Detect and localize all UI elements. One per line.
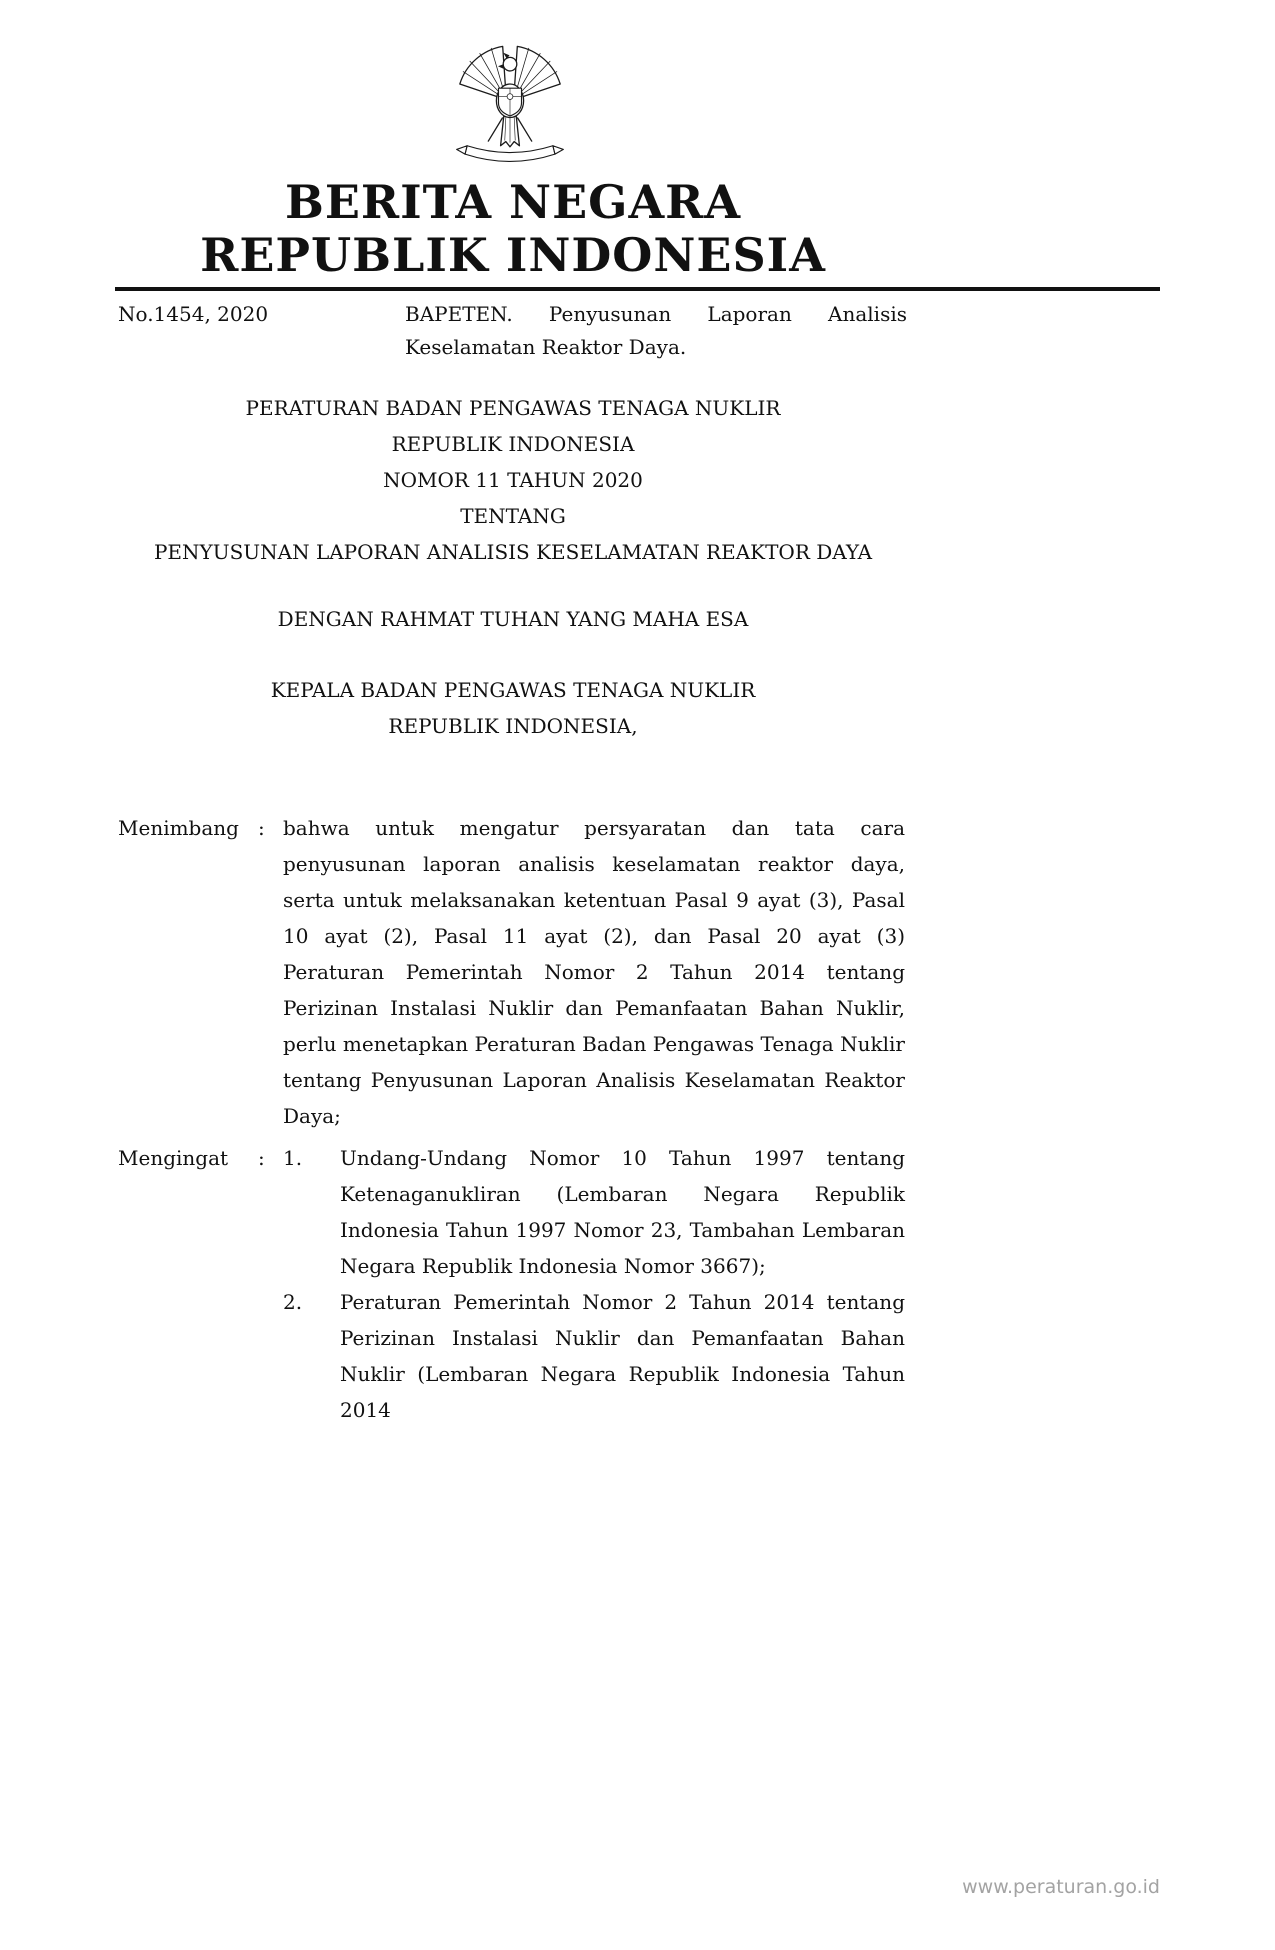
- masthead: [118, 176, 908, 282]
- menimbang-text: bahwa untuk mengatur persyaratan dan tata cara penyusunan laporan analisis keselamatan reaktor daya, serta untuk melaksanakan ketentuan Pasal 9 ayat (3), Pasal 10 ayat (2), Pasal 11 ayat (2), dan Pasal 20 ayat (3) Peraturan Pemerintah Nomor 2 Tahun 2014 tentang Perizinan Instalasi Nuklir dan Pemanfaatan Bahan Nuklir, perlu menetapkan Peraturan Badan Pengawas Tenaga Nuklir tentang Penyusunan Laporan Analisis Keselamatan Reaktor Daya;: [283, 816, 905, 1128]
- mengingat-clause: [118, 1140, 905, 1428]
- invocation-line: DENGAN RAHMAT TUHAN YANG MAHA ESA: [277, 607, 749, 631]
- legal-basis-item: [283, 1140, 905, 1284]
- regulation-title: [118, 390, 908, 570]
- regulation-title-line-3: NOMOR 11 TAHUN 2020: [383, 468, 643, 492]
- garuda-pancasila-emblem: [452, 38, 568, 174]
- footer-watermark-url: www.peraturan.go.id: [962, 1876, 1160, 1898]
- mengingat-list: [283, 1140, 905, 1428]
- regulation-title-line-2: REPUBLIK INDONESIA: [391, 432, 635, 456]
- menimbang-clause: [118, 810, 905, 1134]
- gazette-subject: [405, 298, 907, 364]
- menimbang-colon: :: [258, 816, 265, 840]
- gazette-number: No.1454, 2020: [118, 302, 269, 326]
- regulation-title-line-1: PERATURAN BADAN PENGAWAS TENAGA NUKLIR: [245, 396, 781, 420]
- regulation-title-line-5: PENYUSUNAN LAPORAN ANALISIS KESELAMATAN REAKTOR DAYA: [153, 540, 873, 564]
- mengingat-label: Mengingat: [118, 1146, 229, 1170]
- gazette-subject-line-2: Keselamatan Reaktor Daya.: [405, 335, 687, 359]
- menimbang-label: Menimbang: [118, 816, 239, 840]
- legal-basis-item-text: Undang-Undang Nomor 10 Tahun 1997 tentang Ketenaganukliran (Lembaran Negara Republik Indonesia Tahun 1997 Nomor 23, Tambahan Lembaran Negara Republik Indonesia Nomor 3667);: [340, 1146, 905, 1278]
- gazette-subject-line-1: BAPETEN. Penyusunan Laporan Analisis: [405, 302, 907, 326]
- legal-basis-item: [283, 1284, 905, 1428]
- legal-basis-item-number: 2.: [283, 1290, 303, 1314]
- gazette-header-row: [118, 298, 908, 364]
- authority-line-2: REPUBLIK INDONESIA,: [388, 714, 638, 738]
- masthead-line-2: REPUBLIK INDONESIA: [200, 228, 826, 282]
- issuing-authority: [118, 672, 908, 744]
- regulation-title-line-4: TENTANG: [460, 504, 566, 528]
- authority-line-1: KEPALA BADAN PENGAWAS TENAGA NUKLIR: [270, 678, 756, 702]
- legal-basis-item-text: Peraturan Pemerintah Nomor 2 Tahun 2014 tentang Perizinan Instalasi Nuklir dan Pemanfaatan Bahan Nuklir (Lembaran Negara Republik Indonesia Tahun 2014: [340, 1290, 905, 1422]
- mengingat-colon: :: [258, 1146, 265, 1170]
- garuda-pancasila-icon: [452, 38, 568, 174]
- header-rule: [115, 287, 1160, 291]
- legal-basis-item-number: 1.: [283, 1146, 303, 1170]
- masthead-line-1: BERITA NEGARA: [284, 175, 742, 229]
